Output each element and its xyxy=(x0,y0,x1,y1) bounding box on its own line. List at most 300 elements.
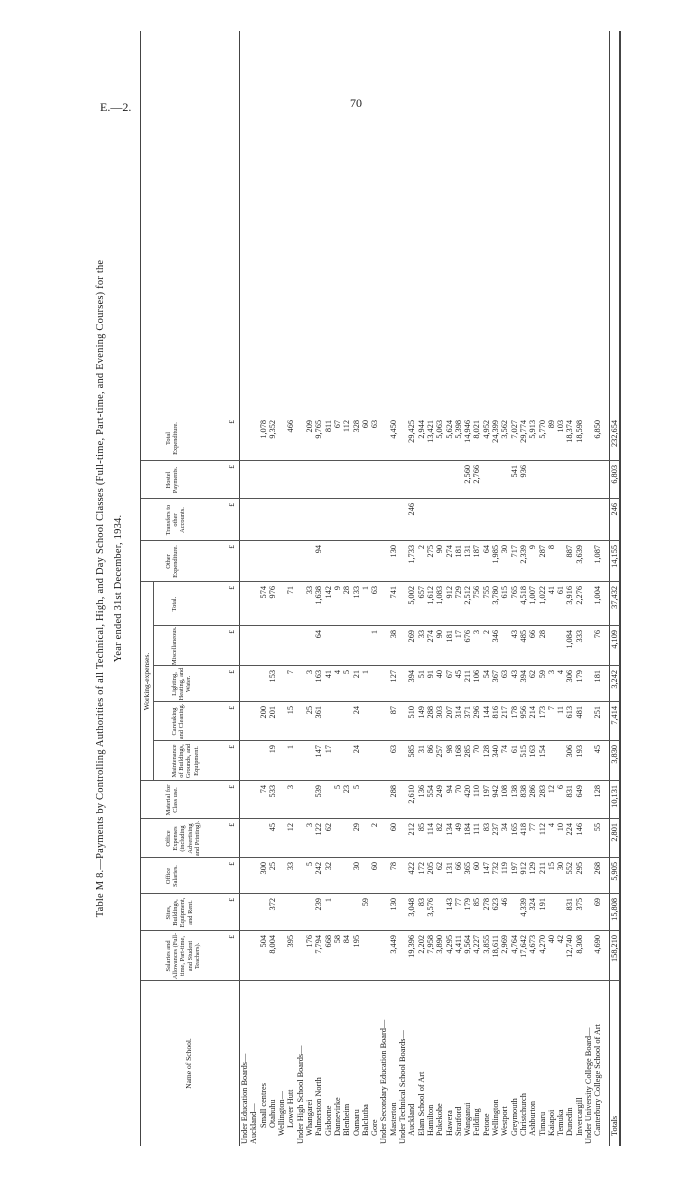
cell-value: 42 xyxy=(556,935,566,944)
table-body xyxy=(240,31,620,1146)
cell-value: 19,396 xyxy=(407,935,417,958)
column-header-9: Miscellaneous. xyxy=(171,626,178,665)
cell-value: 4,227 xyxy=(472,935,482,954)
cell-value: 372 xyxy=(267,898,277,911)
cell-value: 60 xyxy=(388,823,398,832)
cell-value: 179 xyxy=(463,898,473,911)
cell-value: 130 xyxy=(388,898,398,911)
cell-value: 274 xyxy=(425,630,435,643)
cell-value: 4,339 xyxy=(518,898,528,917)
cell-value: 211 xyxy=(537,862,547,875)
cell-value: 24,399 xyxy=(491,420,501,443)
cell-value: 314 xyxy=(453,706,463,719)
cell-value: 8,004 xyxy=(267,935,277,954)
cell-value: 40 xyxy=(546,935,556,944)
cell-value: 288 xyxy=(388,785,398,798)
cell-value: 131 xyxy=(444,862,454,875)
column-header-1: Salaries and Allowances (Full-time, Part-time, and Student Teachers). xyxy=(165,932,201,980)
cell-value: 61 xyxy=(556,586,566,595)
cell-value: 2,202 xyxy=(416,935,426,954)
cell-value: 574 xyxy=(258,586,268,599)
cell-value: 976 xyxy=(267,586,277,599)
column-rule xyxy=(153,665,620,666)
cell-value: 191 xyxy=(537,898,547,911)
cell-value: 249 xyxy=(435,785,445,798)
unit-label: £ xyxy=(227,503,236,507)
table-row xyxy=(593,31,602,1146)
cell-value: 165 xyxy=(509,823,519,836)
cell-value: 510 xyxy=(407,706,417,719)
cell-value: 3,830 xyxy=(609,745,619,764)
cell-value: 195 xyxy=(351,935,361,948)
school-name: Temuka xyxy=(556,1109,566,1136)
table-row xyxy=(575,31,584,1146)
column-header-13: Hostel Payments. xyxy=(165,466,180,494)
cell-value: 41 xyxy=(323,670,333,679)
cell-value: 613 xyxy=(565,706,575,719)
cell-value: 5 xyxy=(351,785,361,790)
cell-value: 85 xyxy=(472,898,482,907)
cell-value: 29,425 xyxy=(407,420,417,443)
cell-value: 303 xyxy=(435,706,445,719)
column-rule xyxy=(141,498,620,499)
cell-value: 4,952 xyxy=(481,420,491,439)
cell-value: 283 xyxy=(537,785,547,798)
cell-value: 7,958 xyxy=(425,935,435,954)
cell-value: 29 xyxy=(351,823,361,832)
cell-value: 2,766 xyxy=(472,465,482,484)
cell-value: 6,803 xyxy=(609,465,619,484)
cell-value: 17,642 xyxy=(518,935,528,958)
cell-value: 15,808 xyxy=(609,898,619,921)
cell-value: 163 xyxy=(528,745,538,758)
cell-value: 197 xyxy=(481,785,491,798)
school-name: Timaru xyxy=(537,1111,547,1136)
cell-value: 1,004 xyxy=(593,586,603,605)
cell-value: 214 xyxy=(528,706,538,719)
cell-value: 54 xyxy=(481,670,491,679)
column-rule xyxy=(141,780,620,781)
cell-value: 287 xyxy=(537,545,547,558)
unit-label: £ xyxy=(227,823,236,827)
cell-value: 306 xyxy=(565,745,575,758)
school-name: Stratford xyxy=(453,1106,463,1136)
school-name: Whangarei xyxy=(305,1099,315,1136)
cell-value: 394 xyxy=(407,670,417,683)
cell-value: 131 xyxy=(463,545,473,558)
cell-value: 717 xyxy=(509,545,519,558)
school-name: Kaiapoi xyxy=(546,1109,556,1136)
table-row xyxy=(277,31,286,1146)
column-rule xyxy=(141,930,620,931)
cell-value: 114 xyxy=(425,823,435,836)
cell-value: 176 xyxy=(305,935,315,948)
school-name: Auckland xyxy=(407,1103,417,1136)
cell-value: 2,339 xyxy=(518,545,528,564)
table-row xyxy=(361,31,370,1146)
cell-value: 129 xyxy=(528,862,538,875)
table-row xyxy=(314,31,323,1146)
cell-value: 38 xyxy=(388,630,398,639)
cell-value: 179 xyxy=(574,670,584,683)
cell-value: 55 xyxy=(593,823,603,832)
cell-value: 1 xyxy=(360,586,370,591)
cell-value: 7,414 xyxy=(609,706,619,725)
unit-label: £ xyxy=(227,545,236,549)
cell-value: 3,576 xyxy=(425,898,435,917)
cell-value: 296 xyxy=(472,706,482,719)
school-name: Canterbury College School of Art xyxy=(593,1024,603,1136)
cell-value: 554 xyxy=(425,785,435,798)
cell-value: 729 xyxy=(453,586,463,599)
cell-value: 133 xyxy=(351,586,361,599)
cell-value: 103 xyxy=(556,420,566,433)
cell-value: 246 xyxy=(407,503,417,516)
cell-value: 4 xyxy=(332,670,342,675)
cell-value: 533 xyxy=(267,785,277,798)
table-row xyxy=(240,31,249,1146)
cell-value: 375 xyxy=(574,898,584,911)
cell-value: 4 xyxy=(556,670,566,675)
cell-value: 242 xyxy=(314,862,324,875)
cell-value: 69 xyxy=(593,898,603,907)
table-row xyxy=(379,31,388,1146)
school-name: Invercargill xyxy=(574,1097,584,1136)
cell-value: 246 xyxy=(609,503,619,516)
cell-value: 956 xyxy=(518,706,528,719)
cell-value: 207 xyxy=(444,706,454,719)
cell-value: 4,270 xyxy=(537,935,547,954)
cell-value: 2 xyxy=(481,630,491,635)
cell-value: 84 xyxy=(342,935,352,944)
unit-label: £ xyxy=(227,465,236,469)
cell-value: 31 xyxy=(416,745,426,754)
cell-value: 1,083 xyxy=(435,586,445,605)
table-title-line2: Year ended 31st December, 1934. xyxy=(113,514,124,663)
cell-value: 251 xyxy=(593,706,603,719)
cell-value: 552 xyxy=(565,862,575,875)
cell-value: 278 xyxy=(481,898,491,911)
cell-value: 58 xyxy=(332,935,342,944)
school-name: Ashburton xyxy=(528,1100,538,1136)
cell-value: 146 xyxy=(574,823,584,836)
table-title xyxy=(92,31,132,1146)
cell-value: 89 xyxy=(546,420,556,429)
column-header-7: Caretaking and Cleaning. xyxy=(171,703,186,740)
school-name: Feilding xyxy=(472,1108,482,1136)
cell-value: 37,432 xyxy=(609,586,619,609)
cell-value: 91 xyxy=(425,670,435,679)
cell-value: 1,078 xyxy=(258,420,268,439)
column-rule xyxy=(141,857,620,858)
cell-value: 5,770 xyxy=(537,420,547,439)
cell-value: 539 xyxy=(314,785,324,798)
table-row xyxy=(268,31,277,1146)
cell-value: 74 xyxy=(500,745,510,754)
unit-label: £ xyxy=(227,745,236,749)
cell-value: 90 xyxy=(435,630,445,639)
expenditure-table xyxy=(140,31,621,1146)
cell-value: 2,610 xyxy=(407,785,417,804)
cell-value: 5,913 xyxy=(528,420,538,439)
unit-label: £ xyxy=(227,630,236,634)
cell-value: 33 xyxy=(305,586,315,595)
school-name: Auckland— xyxy=(249,1103,259,1144)
cell-value: 106 xyxy=(472,670,482,683)
cell-value: 831 xyxy=(565,898,575,911)
cell-value: 64 xyxy=(481,545,491,554)
school-name: Pukekohe xyxy=(435,1103,445,1136)
cell-value: 6 xyxy=(556,785,566,790)
cell-value: 3 xyxy=(305,823,315,828)
cell-value: 9,352 xyxy=(267,420,277,439)
cell-value: 5 xyxy=(332,785,342,790)
cell-value: 2,969 xyxy=(500,935,510,954)
cell-value: 60 xyxy=(370,862,380,871)
cell-value: 94 xyxy=(314,545,324,554)
cell-value: 149 xyxy=(416,706,426,719)
cell-value: 649 xyxy=(574,785,584,798)
cell-value: 831 xyxy=(565,785,575,798)
cell-value: 3,780 xyxy=(491,586,501,605)
cell-value: 119 xyxy=(500,862,510,875)
cell-value: 12,740 xyxy=(565,935,575,958)
cell-value: 112 xyxy=(342,420,352,433)
table-row xyxy=(286,31,295,1146)
school-name: Greymouth xyxy=(509,1098,519,1136)
cell-value: 4,450 xyxy=(388,420,398,439)
unit-label: £ xyxy=(227,706,236,710)
cell-value: 668 xyxy=(323,935,333,948)
table-row xyxy=(333,31,342,1146)
cell-value: 9,765 xyxy=(314,420,324,439)
cell-value: 7,794 xyxy=(314,935,324,954)
column-rule xyxy=(141,540,620,541)
cell-value: 45 xyxy=(267,823,277,832)
table-row xyxy=(454,31,463,1146)
column-header-8: Lighting, Heating, and Water. xyxy=(171,667,193,701)
cell-value: 205 xyxy=(425,862,435,875)
cell-value: 3,916 xyxy=(565,586,575,605)
cell-value: 30 xyxy=(351,862,361,871)
cell-value: 371 xyxy=(463,706,473,719)
school-name: Palmerston North xyxy=(314,1077,324,1136)
cell-value: 485 xyxy=(518,630,528,643)
cell-value: 585 xyxy=(407,745,417,758)
cell-value: 5,905 xyxy=(609,862,619,881)
unit-label: £ xyxy=(227,898,236,902)
table-row xyxy=(519,31,528,1146)
cell-value: 77 xyxy=(528,823,538,832)
table-row xyxy=(296,31,305,1146)
cell-value: 324 xyxy=(528,898,538,911)
cell-value: 741 xyxy=(388,586,398,599)
cell-value: 40 xyxy=(435,670,445,679)
cell-value: 3 xyxy=(546,670,556,675)
cell-value: 615 xyxy=(500,586,510,599)
cell-value: 63 xyxy=(370,420,380,429)
cell-value: 24 xyxy=(351,706,361,715)
cell-value: 82 xyxy=(435,823,445,832)
cell-value: 5,063 xyxy=(435,420,445,439)
cell-value: 110 xyxy=(472,785,482,798)
cell-value: 70 xyxy=(453,785,463,794)
cell-value: 4,295 xyxy=(444,935,454,954)
cell-value: 62 xyxy=(435,862,445,871)
school-name: Under Education Boards— xyxy=(240,1053,249,1144)
cell-value: 11 xyxy=(556,706,566,714)
cell-value: 811 xyxy=(323,420,333,433)
table-row xyxy=(259,31,268,1146)
school-name: Hamilton xyxy=(425,1104,435,1136)
cell-value: 237 xyxy=(491,823,501,836)
cell-value: 756 xyxy=(472,586,482,599)
cell-value: 361 xyxy=(314,706,324,719)
unit-label: £ xyxy=(227,670,236,674)
cell-value: 66 xyxy=(453,862,463,871)
cell-value: 154 xyxy=(537,745,547,758)
cell-value: 127 xyxy=(388,670,398,683)
cell-value: 9,564 xyxy=(463,935,473,954)
totals-row xyxy=(609,31,620,1146)
column-rule xyxy=(141,460,620,461)
cell-value: 18,374 xyxy=(565,420,575,443)
cell-value: 128 xyxy=(593,785,603,798)
cell-value: 5,624 xyxy=(444,420,454,439)
column-header-2: Sites, Buildings, Equipment, and Rent. xyxy=(165,897,194,928)
cell-value: 15 xyxy=(546,862,556,871)
cell-value: 2 xyxy=(370,823,380,828)
cell-value: 181 xyxy=(593,670,603,683)
cell-value: 33 xyxy=(416,630,426,639)
cell-value: 466 xyxy=(286,420,296,433)
cell-value: 173 xyxy=(537,706,547,719)
cell-value: 23 xyxy=(342,785,352,794)
cell-value: 6,850 xyxy=(593,420,603,439)
cell-value: 7 xyxy=(286,670,296,675)
cell-value: 64 xyxy=(314,630,324,639)
cell-value: 14,155 xyxy=(609,545,619,568)
school-name: Small centres xyxy=(258,1083,268,1128)
cell-value: 10 xyxy=(556,823,566,832)
cell-value: 178 xyxy=(509,706,519,719)
cell-value: 144 xyxy=(481,706,491,719)
cell-value: 62 xyxy=(323,823,333,832)
cell-value: 34 xyxy=(500,823,510,832)
table-row xyxy=(407,31,416,1146)
cell-value: 193 xyxy=(574,745,584,758)
cell-value: 17 xyxy=(453,630,463,639)
table-title-line1: Table M 8.—Payments by Controlling Authorities of all Technical, High, and Day School Classes (Full-time, Part-time, and Evening Courses) for the xyxy=(95,259,106,918)
cell-value: 49 xyxy=(453,823,463,832)
cell-value: 90 xyxy=(435,545,445,554)
table-row xyxy=(389,31,398,1146)
column-rule xyxy=(141,581,620,582)
cell-value: 59 xyxy=(537,670,547,679)
cell-value: 43 xyxy=(509,670,519,679)
cell-value: 71 xyxy=(286,586,296,595)
cell-value: 12 xyxy=(286,823,296,832)
school-name: Wellington xyxy=(491,1099,501,1136)
cell-value: 1 xyxy=(360,670,370,675)
cell-value: 187 xyxy=(472,545,482,558)
cell-value: 755 xyxy=(481,586,491,599)
cell-value: 9 xyxy=(332,586,342,591)
column-rule xyxy=(153,625,620,626)
rotated-page xyxy=(92,31,619,1146)
cell-value: 147 xyxy=(481,862,491,875)
table-row xyxy=(565,31,574,1146)
page-number: 70 xyxy=(350,96,362,110)
table-row xyxy=(556,31,565,1146)
cell-value: 420 xyxy=(463,785,473,798)
cell-value: 197 xyxy=(509,862,519,875)
cell-value: 676 xyxy=(463,630,473,643)
table-row xyxy=(510,31,519,1146)
cell-value: 912 xyxy=(518,862,528,875)
cell-value: 172 xyxy=(416,862,426,875)
cell-value: 887 xyxy=(565,545,575,558)
table-row xyxy=(491,31,500,1146)
cell-value: 657 xyxy=(416,586,426,599)
cell-value: 98 xyxy=(444,745,454,754)
cell-value: 85 xyxy=(416,823,426,832)
cell-value: 3 xyxy=(305,670,315,675)
column-header-4: Office Expenses (including Advertising and Printing). xyxy=(165,820,201,857)
cell-value: 130 xyxy=(388,545,398,558)
table-row xyxy=(528,31,537,1146)
cell-value: 211 xyxy=(463,670,473,683)
cell-value: 3,855 xyxy=(481,935,491,954)
school-name: Wellington— xyxy=(277,1091,287,1136)
cell-value: 66 xyxy=(528,630,538,639)
cell-value: 732 xyxy=(491,862,501,875)
cell-value: 224 xyxy=(565,823,575,836)
cell-value: 2,560 xyxy=(463,465,473,484)
cell-value: 3,890 xyxy=(435,935,445,954)
cell-value: 3,048 xyxy=(407,898,417,917)
column-header-6: Maintenance of Buildings, Grounds, and Equipment. xyxy=(171,743,200,779)
school-name: Dunedin xyxy=(565,1107,575,1136)
cell-value: 138 xyxy=(509,785,519,798)
page-code: E.—2. xyxy=(100,100,132,114)
cell-value: 3,449 xyxy=(388,935,398,954)
cell-value: 838 xyxy=(518,785,528,798)
cell-value: 541 xyxy=(509,465,519,478)
table-row xyxy=(584,31,593,1146)
cell-value: 1 xyxy=(286,745,296,750)
cell-value: 5,398 xyxy=(453,420,463,439)
cell-value: 70 xyxy=(472,745,482,754)
cell-value: 5 xyxy=(305,862,315,867)
cell-value: 9 xyxy=(528,545,538,550)
cell-value: 209 xyxy=(305,420,315,433)
cell-value: 3 xyxy=(472,630,482,635)
cell-value: 365 xyxy=(463,862,473,875)
cell-value: 184 xyxy=(463,823,473,836)
cell-value: 163 xyxy=(314,670,324,683)
column-header-0: Name of School. xyxy=(184,1038,193,1089)
cell-value: 25 xyxy=(267,862,277,871)
table-row xyxy=(538,31,547,1146)
cell-value: 268 xyxy=(593,862,603,875)
cell-value: 13,421 xyxy=(425,420,435,443)
cell-value: 168 xyxy=(453,745,463,758)
cell-value: 346 xyxy=(491,630,501,643)
cell-value: 1,007 xyxy=(528,586,538,605)
cell-value: 1,985 xyxy=(491,545,501,564)
cell-value: 67 xyxy=(444,670,454,679)
